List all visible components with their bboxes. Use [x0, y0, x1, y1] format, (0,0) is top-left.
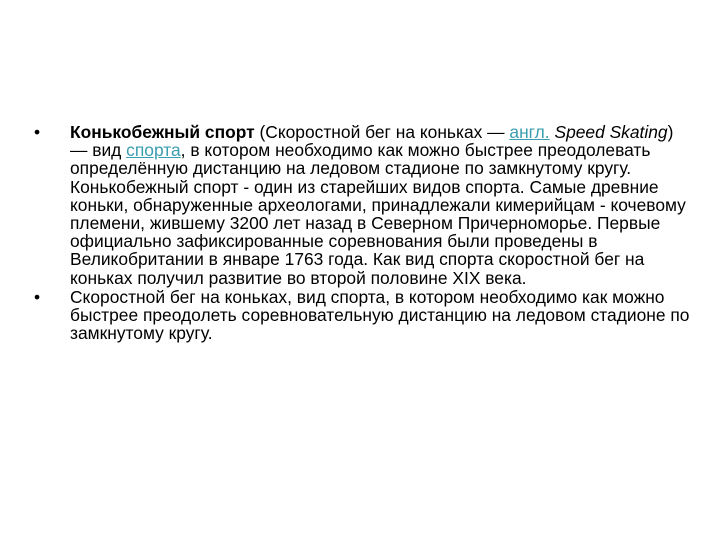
english-term: Speed Skating — [554, 122, 668, 142]
bullet-text: Скоростной бег на коньках, вид спорта, в котором необходимо как можно быстрее преодолеть соревновательную дистанцию на ледовом стадионе по замкнутому кругу. — [70, 286, 690, 344]
link-lang[interactable]: англ. — [509, 122, 550, 142]
bullet-item-speed-skating-short — [34, 288, 694, 343]
bullet-marker: • — [34, 286, 41, 307]
link-sport[interactable]: спорта — [126, 140, 181, 161]
rest-text: , в котором необходимо как можно быстрее преодолевать определённую дистанцию на ледовом стадионе по замкнутому кругу. Конькобежный спорт - один из старейших видов спорта. Самые древние коньки, обнаруженные археологами, принадлежали кимерийцам - кочевому племени, жившему 3200 лет назад в Северном Причерноморье. Первые официально зафиксированные соревнования были проведены в Великобритании в январе 1763 года. Как вид спорта скоростной бег на коньках получил развитие во второй половине XIX века. — [70, 140, 686, 288]
term-bold: Конькобежный спорт — [70, 122, 255, 142]
paren-text: (Скоростной бег на коньках — — [254, 122, 510, 142]
bullet-item-speed-skating-definition — [34, 123, 694, 287]
bullet-marker: • — [34, 122, 41, 142]
mid-text: ) — вид — [70, 122, 674, 161]
bullet-list — [34, 123, 694, 343]
